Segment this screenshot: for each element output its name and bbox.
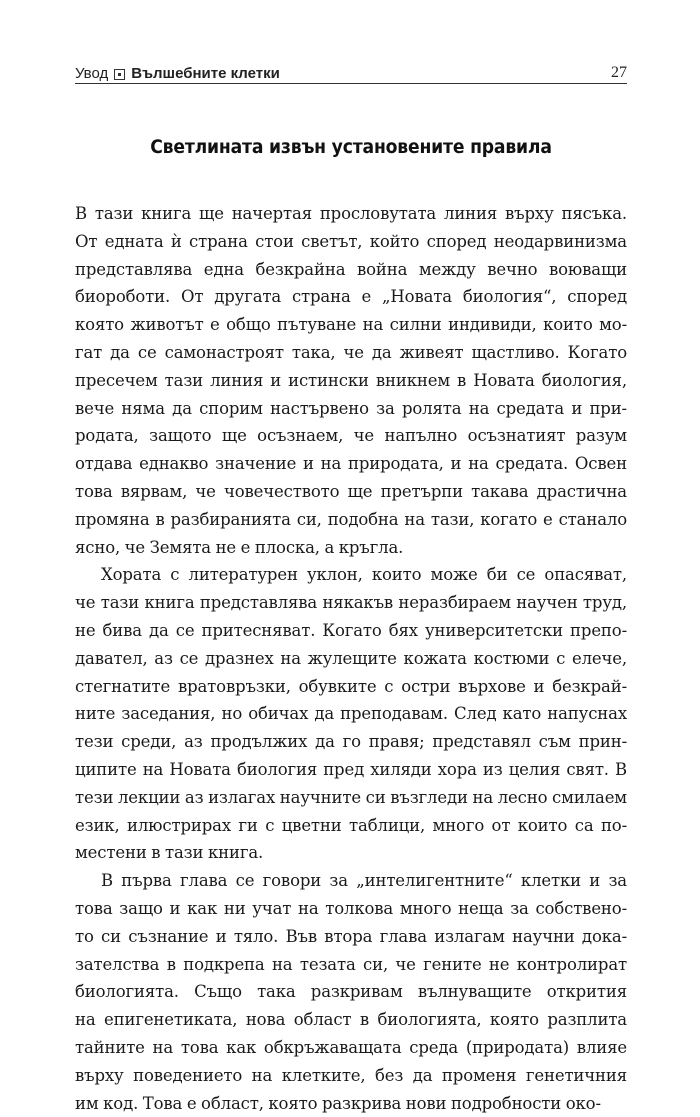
running-header <box>75 58 627 82</box>
header-rule <box>75 83 627 84</box>
header-chapter-title: Вълшебните клетки <box>131 65 280 82</box>
text-line: това защо и как ни учат на толкова много неща за собствено- <box>75 895 627 923</box>
paragraph <box>75 561 627 867</box>
paragraph <box>75 867 627 1117</box>
section-title: Светлината извън установените правила <box>94 137 607 158</box>
text-line: не бива да се притесняват. Когато бях университетски препо- <box>75 617 627 645</box>
square-separator-icon <box>114 69 125 80</box>
text-line: че тази книга представлява някакъв неразбираем научен труд, <box>75 589 627 617</box>
text-line: език, илюстрирах ги с цветни таблици, много от които са по- <box>75 812 627 840</box>
text-line: гат да се самонастроят така, че да живеят щастливо. Когато <box>75 339 627 367</box>
text-line: промяна в разбиранията си, подобна на тази, когато е станало <box>75 506 627 534</box>
paragraph <box>75 200 627 561</box>
text-line: тези среди, аз продължих да го правя; представял съм прин- <box>75 728 627 756</box>
text-line: тези лекции аз излагах научните си възгледи на лесно смилаем <box>75 784 627 812</box>
page-number: 27 <box>611 64 627 82</box>
text-line: биологията. Също така разкривам вълнуващите открития <box>75 978 627 1006</box>
text-line: Хората с литературен уклон, които може би се опасяват, <box>75 561 627 589</box>
text-line: биороботи. От другата страна е „Новата биология“, според <box>75 283 627 311</box>
text-line: върху поведението на клетките, без да променя генетичния <box>75 1062 627 1090</box>
text-line: В тази книга ще начертая прословутата линия върху пясъка. <box>75 200 627 228</box>
body-text <box>75 200 627 1117</box>
text-line: зателства в подкрепа на тезата си, че гените не контролират <box>75 951 627 979</box>
text-line: която животът е общо пътуване на силни индивиди, които мо- <box>75 311 627 339</box>
text-line: стегнатите вратовръзки, обувките с остри върхове и безкрай- <box>75 673 627 701</box>
text-line: ципите на Новата биология пред хиляди хора из целия свят. В <box>75 756 627 784</box>
header-section: Увод <box>75 65 108 82</box>
text-line: местени в тази книга. <box>75 839 627 867</box>
text-line: ните заседания, но обичах да преподавам. След като напуснах <box>75 700 627 728</box>
text-line: В първа глава се говори за „интелигентните“ клетки и за <box>75 867 627 895</box>
text-line: отдава еднакво значение и на природата, и на средата. Освен <box>75 450 627 478</box>
text-line: на епигенетиката, нова област в биологията, която разплита <box>75 1006 627 1034</box>
text-line: им код. Това е област, която разкрива нови подробности око- <box>75 1090 627 1117</box>
text-line: От едната ѝ страна стои светът, който според неодарвинизма <box>75 228 627 256</box>
text-line: родата, защото ще осъзнаем, че напълно осъзнатият разум <box>75 422 627 450</box>
text-line: то си съзнание и тяло. Във втора глава излагам научни дока- <box>75 923 627 951</box>
text-line: тайните на това как обкръжаващата среда (природата) влияе <box>75 1034 627 1062</box>
text-line: представлява една безкрайна война между вечно воюващи <box>75 256 627 284</box>
text-line: давател, аз се дразнех на жулещите кожата костюми с елече, <box>75 645 627 673</box>
header-left <box>75 65 280 82</box>
text-line: вече няма да спорим настървено за ролята на средата и при- <box>75 395 627 423</box>
text-line: пресечем тази линия и истински вникнем в Новата биология, <box>75 367 627 395</box>
text-line: това вярвам, че човечеството ще претърпи такава драстична <box>75 478 627 506</box>
text-line: ясно, че Земята не е плоска, а кръгла. <box>75 534 627 562</box>
